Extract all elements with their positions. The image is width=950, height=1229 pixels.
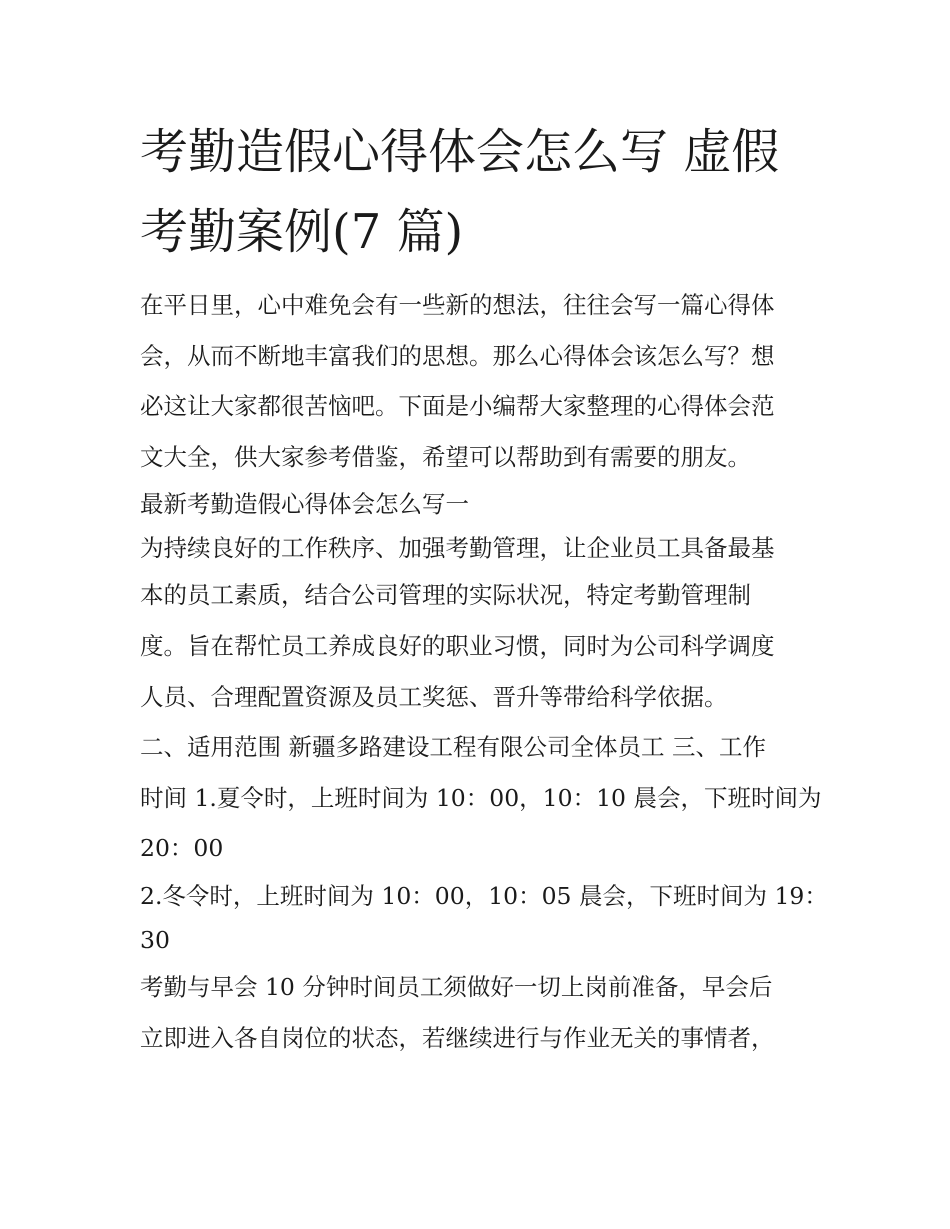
body-line: 2.冬令时，上班时间为 10：00，10：05 晨会，下班时间为 19：	[140, 881, 828, 910]
document-title	[140, 112, 830, 272]
section-heading: 最新考勤造假心得体会怎么写一	[140, 490, 469, 519]
body-line: 会，从而不断地丰富我们的思想。那么心得体会该怎么写？想	[140, 341, 775, 370]
body-line: 本的员工素质，结合公司管理的实际状况，特定考勤管理制	[140, 581, 751, 610]
body-line: 立即进入各自岗位的状态，若继续进行与作业无关的事情者，	[140, 1023, 775, 1052]
body-line: 必这让大家都很苦恼吧。下面是小编帮大家整理的心得体会范	[140, 392, 775, 421]
body-line: 30	[140, 925, 170, 954]
body-line: 文大全，供大家参考借鉴，希望可以帮助到有需要的朋友。	[140, 442, 751, 471]
body-line: 考勤与早会 10 分钟时间员工须做好一切上岗前准备，早会后	[140, 972, 773, 1001]
body-line: 为持续良好的工作秩序、加强考勤管理，让企业员工具备最基	[140, 534, 775, 563]
document-body	[140, 280, 830, 1063]
body-line: 人员、合理配置资源及员工奖惩、晋升等带给科学依据。	[140, 682, 728, 711]
body-line: 二、适用范围 新疆多路建设工程有限公司全体员工 三、工作	[140, 733, 766, 762]
body-line: 在平日里，心中难免会有一些新的想法，往往会写一篇心得体	[140, 291, 775, 319]
body-line: 度。旨在帮忙员工养成良好的职业习惯，同时为公司科学调度	[140, 631, 775, 660]
title-line-1: 考勤造假心得体会怎么写 虚假	[140, 124, 780, 180]
body-line: 时间 1.夏令时，上班时间为 10：00，10：10 晨会，下班时间为	[140, 783, 822, 812]
title-line-2: 考勤案例(7 篇)	[140, 204, 464, 260]
body-line: 20：00	[140, 834, 224, 863]
